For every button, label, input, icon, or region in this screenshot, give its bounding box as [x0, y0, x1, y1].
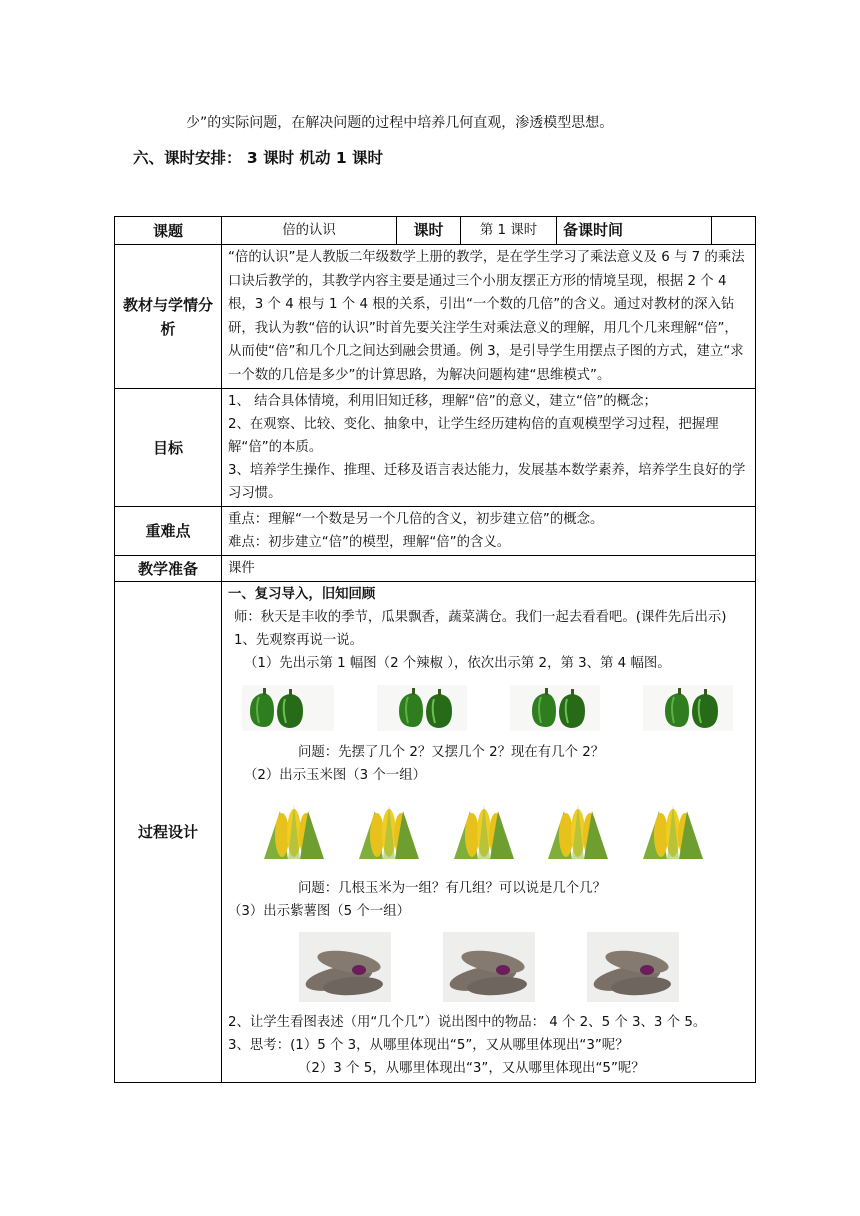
question-1: 问题：先摆了几个 2？又摆几个 2？现在有几个 2？ [298, 745, 605, 760]
corn-image [353, 801, 425, 863]
step-1: 1、先观察再说一说。 [234, 633, 364, 648]
corn-image [637, 801, 709, 863]
pepper-image [510, 685, 600, 731]
prep-time-label: 备课时间 [557, 217, 712, 245]
table-row-header [115, 217, 756, 245]
prep-time-value [712, 217, 756, 245]
pepper-image [242, 685, 334, 731]
step-2: 2、让学生看图表述（用“几个几”）说出图中的物品： 4 个 2、5 个 3、3 个 5。 [228, 1015, 707, 1030]
process-heading: 一、复习导入，旧知回顾 [228, 587, 376, 602]
process-label: 过程设计 [115, 582, 222, 1083]
topic-label: 课题 [115, 217, 222, 245]
preparation-label: 教学准备 [115, 556, 222, 582]
step-1-2: （2）出示玉米图（3 个一组） [244, 768, 426, 783]
period-label: 课时 [397, 217, 461, 245]
preparation-value: 课件 [222, 556, 756, 582]
pepper-image-row [228, 679, 749, 737]
key-points-cell [222, 507, 756, 556]
corn-image [258, 801, 330, 863]
step-3: 3、思考：(1）5 个 3，从哪里体现出“5”，又从哪里体现出“3”呢？ [228, 1038, 629, 1053]
goal-item: 1、 结合具体情境，利用旧知迁移，理解“倍”的意义，建立“倍”的概念； [228, 394, 657, 409]
intro-line: 少”的实际问题，在解决问题的过程中培养几何直观，渗透模型思想。 [186, 115, 614, 131]
step-1-1: （1）先出示第 1 幅图（2 个辣椒 ），依次出示第 2，第 3、第 4 幅图。 [244, 656, 671, 671]
corn-image [448, 801, 520, 863]
sweet-potato-image [299, 932, 391, 1002]
table-row-goals [115, 389, 756, 507]
period-value: 第 1 课时 [461, 217, 557, 245]
sweet-potato-image-row [228, 927, 749, 1007]
goals-label: 目标 [115, 389, 222, 507]
process-cell [222, 582, 756, 1083]
difficult-point-item: 难点：初步建立“倍”的模型，理解“倍”的含义。 [228, 535, 511, 550]
table-row-preparation [115, 556, 756, 582]
key-points-label: 重难点 [115, 507, 222, 556]
table-row-analysis [115, 245, 756, 389]
section-heading: 六、课时安排： 3 课时 机动 1 课时 [133, 149, 384, 167]
table-row-process [115, 582, 756, 1083]
corn-image-row [228, 791, 749, 873]
pepper-image [377, 685, 467, 731]
teacher-line: 师：秋天是丰收的季节，瓜果飘香，蔬菜满仓。我们一起去看看吧。(课件先后出示) [234, 610, 727, 625]
step-1-3: （3）出示紫薯图（5 个一组） [228, 904, 410, 919]
goal-item: 3、培养学生操作、推理、迁移及语言表达能力，发展基本数学素养，培养学生良好的学习习惯。 [228, 463, 746, 501]
pepper-image [643, 685, 733, 731]
sweet-potato-image [443, 932, 535, 1002]
analysis-text: “倍的认识”是人教版二年级数学上册的教学，是在学生学习了乘法意义及 6 与 7 的乘法口诀后教学的，其教学内容主要是通过三个小朋友摆正方形的情境呈现，根据 2 个 4 根，3 个 4 根与 1 个 4 根的关系，引出“一个数的几倍”的含义。通过对教材的深入钻研，我认为教“倍的认识”时首先要关注学生对乘法意义的理解，用几个几来理解“倍”，从而使“倍”和几个几之间达到融会贯通。例 3，是引导学生用摆点子图的方式，建立“求一个数的几倍是多少”的计算思路，为解决问题构建“思维模式”。 [222, 245, 756, 389]
analysis-label: 教材与学情分析 [115, 245, 222, 389]
topic-value: 倍的认识 [222, 217, 397, 245]
question-2: 问题：几根玉米为一组？有几组？可以说是几个几？ [298, 881, 606, 896]
goal-item: 2、在观察、比较、变化、抽象中，让学生经历建构倍的直观模型学习过程，把握理解“倍”的本质。 [228, 417, 719, 455]
lesson-plan-table [114, 216, 756, 1083]
corn-image [542, 801, 614, 863]
goals-cell [222, 389, 756, 507]
key-point-item: 重点：理解“一个数是另一个几倍的含义，初步建立倍”的概念。 [228, 512, 604, 527]
step-3-2: （2）3 个 5，从哪里体现出“3”，又从哪里体现出“5”呢？ [298, 1061, 645, 1076]
sweet-potato-image [587, 932, 679, 1002]
table-row-key-points [115, 507, 756, 556]
